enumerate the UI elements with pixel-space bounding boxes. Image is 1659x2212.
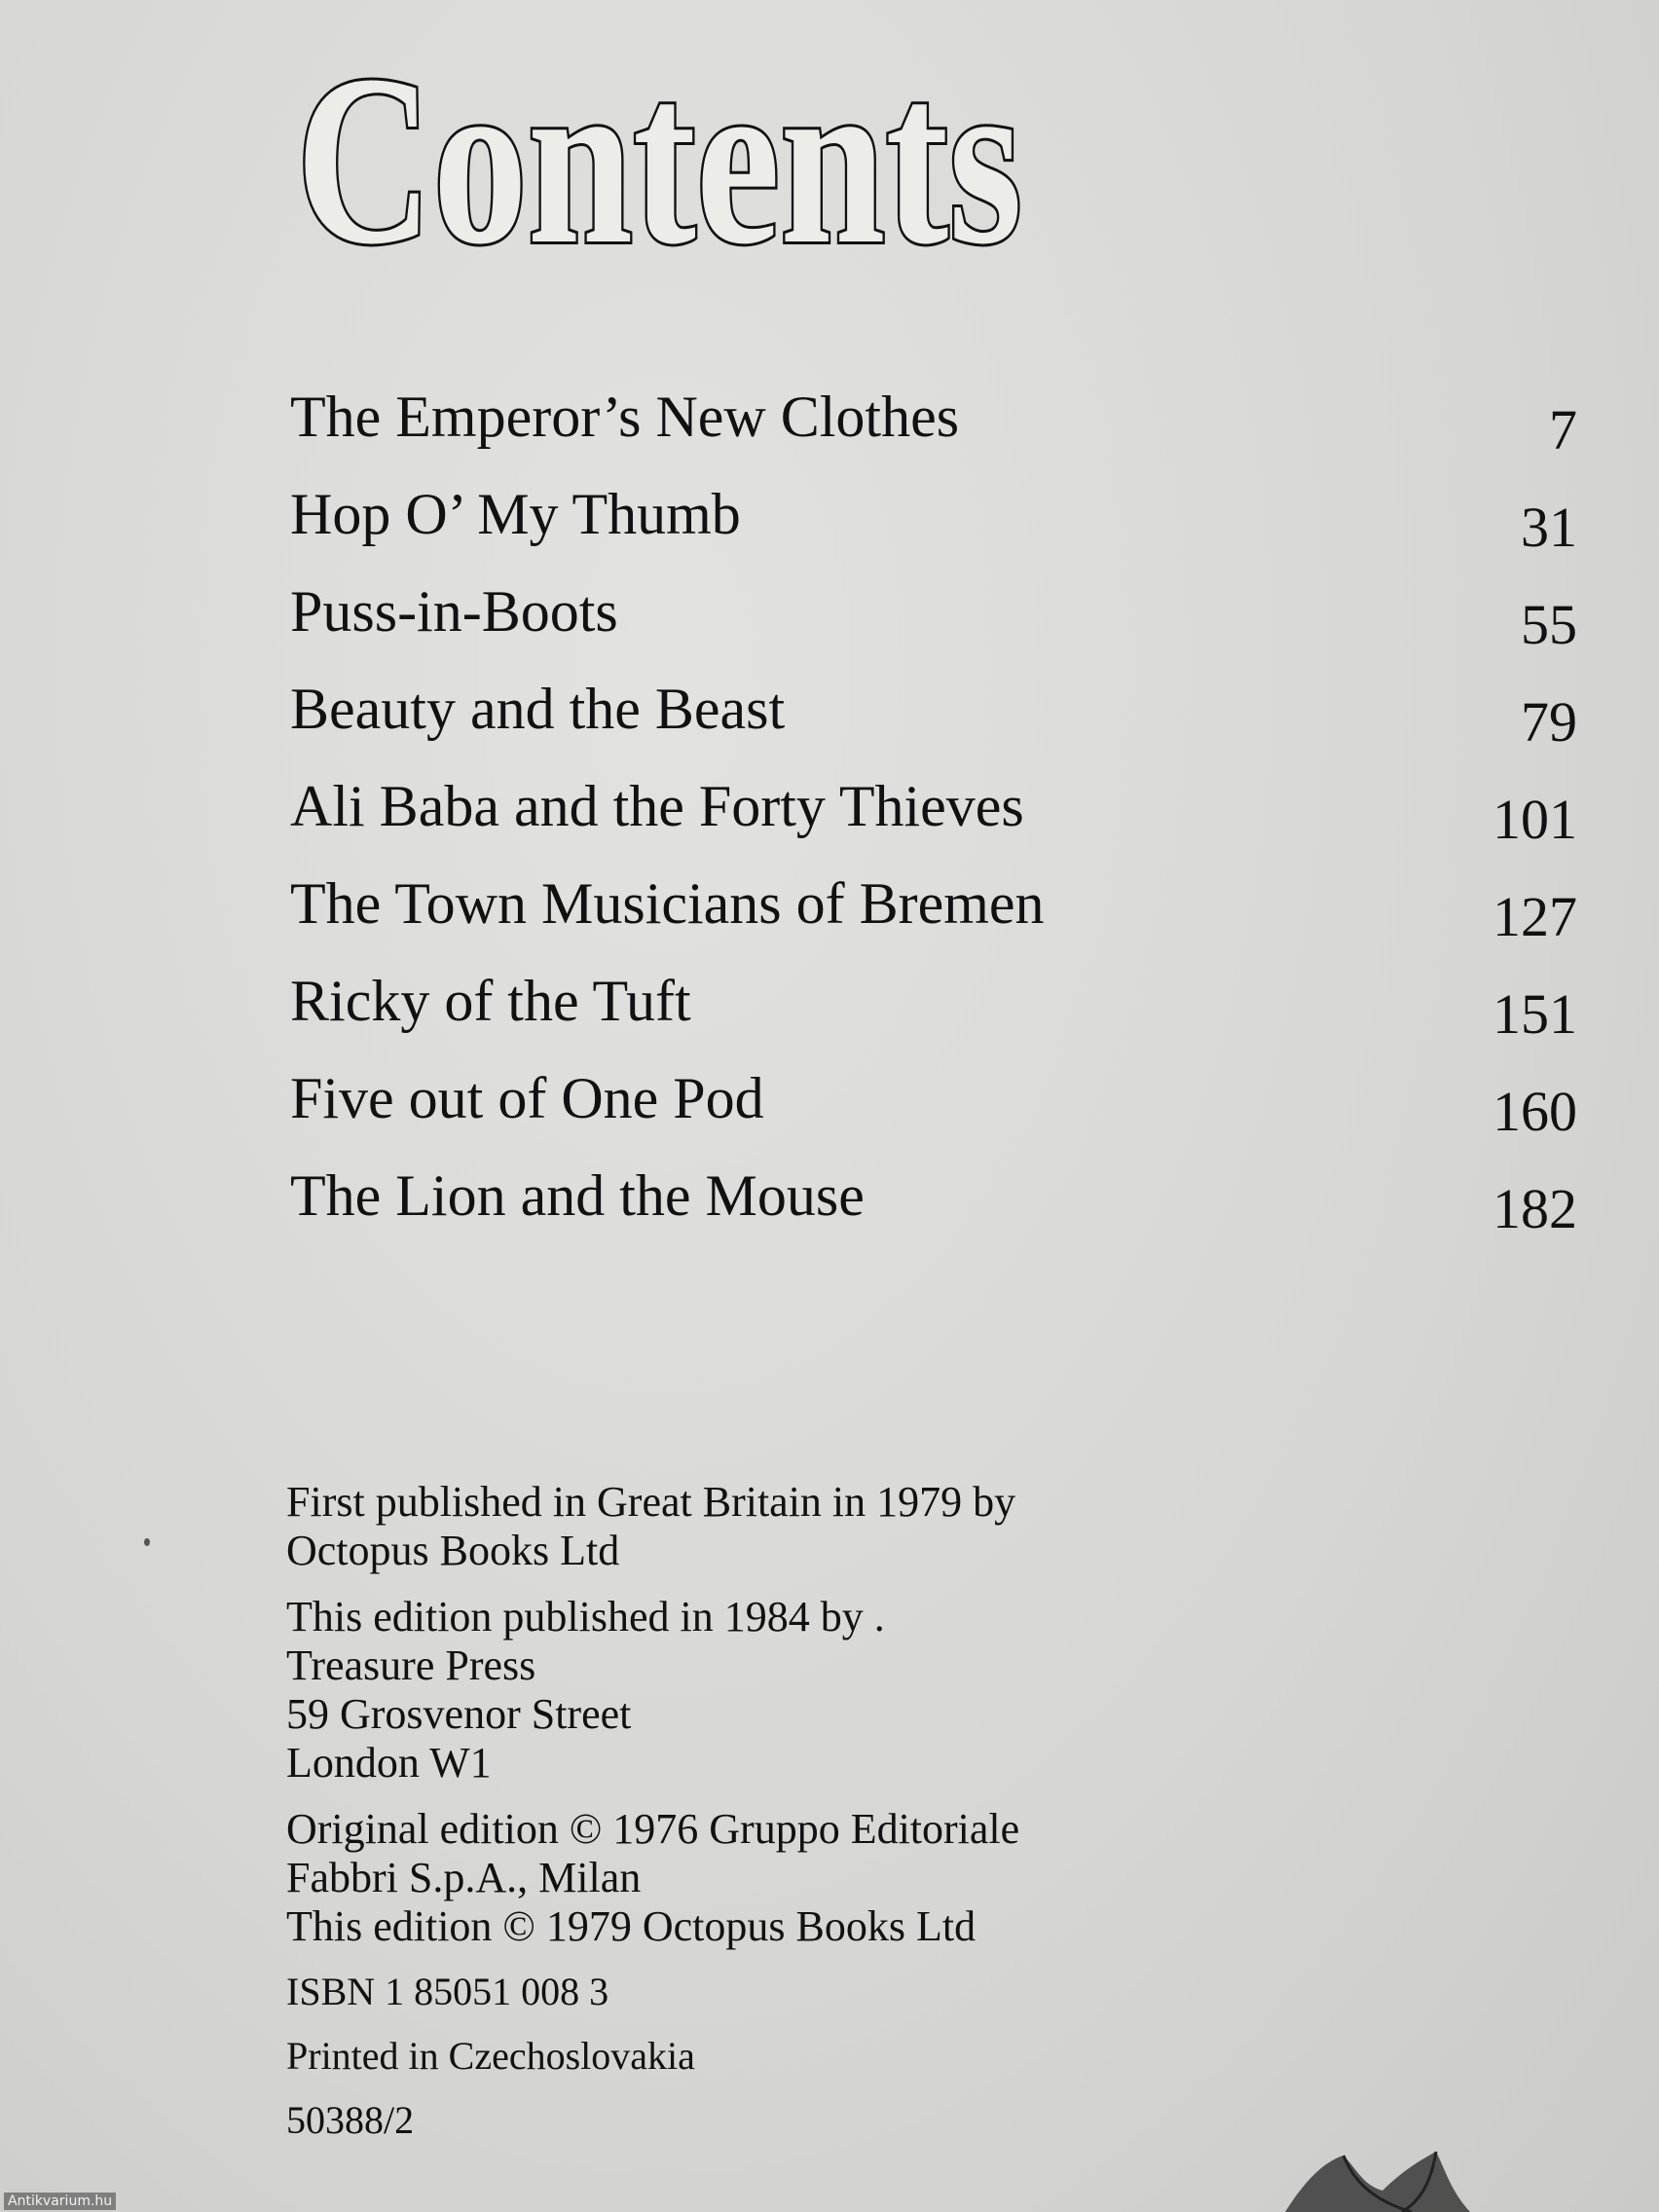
imprint-line: Treasure Press (286, 1641, 536, 1689)
table-of-contents (290, 378, 1577, 1254)
toc-entry-title: Ali Baba and the Forty Thieves (290, 774, 1024, 838)
toc-entry-page: 182 (1493, 1177, 1577, 1240)
imprint-line: London W1 (286, 1739, 492, 1787)
toc-entry-page: 151 (1493, 982, 1577, 1046)
toc-entry (290, 378, 1577, 475)
toc-entry-title: The Emperor’s New Clothes (290, 385, 960, 449)
toc-entry-page: 79 (1521, 690, 1577, 754)
toc-entry-title: Beauty and the Beast (290, 677, 786, 741)
toc-entry (290, 670, 1577, 767)
this-edition-block (286, 1593, 1260, 1788)
toc-entry-page: 101 (1493, 788, 1577, 851)
print-code: 50388/2 (286, 2098, 415, 2142)
imprint-line: Fabbri S.p.A., Milan (286, 1854, 642, 1901)
toc-entry (290, 1157, 1577, 1254)
corner-illustration (1266, 2142, 1558, 2212)
contents-heading (290, 25, 1030, 295)
copyright-block (286, 1805, 1260, 1951)
toc-entry-title: The Town Musicians of Bremen (290, 871, 1045, 936)
imprint-line: Original edition © 1976 Gruppo Editoriale (286, 1805, 1020, 1853)
toc-entry (290, 572, 1577, 670)
imprint (286, 1478, 1260, 2161)
toc-entry (290, 962, 1577, 1059)
toc-entry (290, 767, 1577, 865)
contents-heading-art (290, 25, 1030, 295)
contents-heading-text: Contents (296, 25, 1022, 295)
toc-entry-title: Ricky of the Tuft (290, 969, 691, 1033)
toc-entry (290, 865, 1577, 962)
imprint-line: Octopus Books Ltd (286, 1527, 620, 1574)
imprint-line: This edition © 1979 Octopus Books Ltd (286, 1902, 977, 1950)
imprint-line: This edition published in 1984 by . (286, 1593, 885, 1641)
toc-entry-page: 160 (1493, 1080, 1577, 1143)
toc-entry-title: Five out of One Pod (290, 1066, 764, 1130)
toc-entry-title: Puss-in-Boots (290, 579, 618, 644)
paper-speck (144, 1538, 150, 1546)
toc-entry-title: The Lion and the Mouse (290, 1163, 865, 1228)
toc-entry (290, 475, 1577, 572)
toc-entry-title: Hop O’ My Thumb (290, 482, 741, 546)
toc-entry (290, 1059, 1577, 1157)
first-published-block (286, 1478, 1260, 1575)
printed-in: Printed in Czechoslovakia (286, 2034, 695, 2078)
isbn: ISBN 1 85051 008 3 (286, 1970, 609, 2013)
watermark: Antikvarium.hu (4, 2193, 116, 2210)
toc-entry-page: 7 (1549, 398, 1577, 461)
toc-entry-page: 31 (1521, 496, 1577, 559)
toc-entry-page: 55 (1521, 593, 1577, 656)
imprint-line: 59 Grosvenor Street (286, 1690, 632, 1738)
toc-entry-page: 127 (1493, 885, 1577, 948)
imprint-line: First published in Great Britain in 1979 by (286, 1478, 1016, 1526)
